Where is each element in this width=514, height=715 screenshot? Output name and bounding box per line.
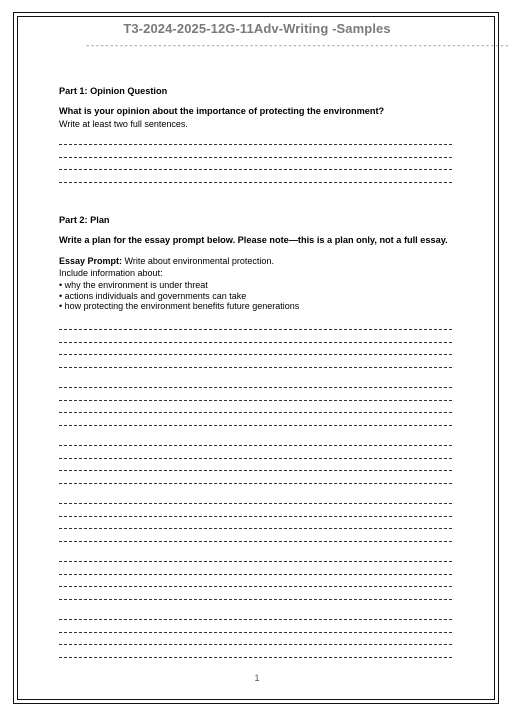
answer-line xyxy=(59,425,452,426)
answer-line xyxy=(59,599,452,600)
part1-question: What is your opinion about the importance of protecting the environment? xyxy=(59,106,385,116)
answer-line xyxy=(59,586,452,587)
answer-line xyxy=(59,483,452,484)
answer-line xyxy=(59,657,452,658)
answer-line xyxy=(59,182,452,183)
answer-line xyxy=(59,632,452,633)
answer-line xyxy=(59,445,452,446)
answer-line xyxy=(59,528,452,529)
part2-instruction: Write a plan for the essay prompt below. Please note—this is a plan only, not a full essay. xyxy=(59,235,448,245)
answer-line xyxy=(59,458,452,459)
part1-heading: Part 1: Opinion Question xyxy=(59,86,168,96)
answer-line xyxy=(59,574,452,575)
part2-heading: Part 2: Plan xyxy=(59,215,110,225)
answer-line xyxy=(59,619,452,620)
part1-instruction: Write at least two full sentences. xyxy=(59,119,188,129)
answer-line xyxy=(59,157,452,158)
answer-line xyxy=(59,412,452,413)
essay-prompt xyxy=(59,256,274,267)
answer-line xyxy=(59,367,452,368)
answer-line xyxy=(59,561,452,562)
essay-prompt-text: Write about environmental protection. xyxy=(122,256,274,266)
answer-line xyxy=(59,470,452,471)
bullet-item: • how protecting the environment benefits future generations xyxy=(59,301,300,311)
answer-line xyxy=(59,541,452,542)
answer-line xyxy=(59,169,452,170)
answer-line xyxy=(59,387,452,388)
answer-line xyxy=(59,329,452,330)
bullet-item: • why the environment is under threat xyxy=(59,280,208,290)
include-label: Include information about: xyxy=(59,268,163,278)
answer-line xyxy=(59,354,452,355)
title-underline: ---------------------------------------------------------------------------------------- xyxy=(85,41,510,51)
answer-line xyxy=(59,400,452,401)
answer-line xyxy=(59,516,452,517)
answer-line xyxy=(59,503,452,504)
answer-line xyxy=(59,342,452,343)
include-bullet-list xyxy=(59,280,299,312)
page-number: 1 xyxy=(254,673,260,683)
answer-line xyxy=(59,144,452,145)
document-title: T3-2024-2025-12G-11Adv-Writing -Samples xyxy=(123,21,391,36)
answer-line xyxy=(59,644,452,645)
bullet-item: • actions individuals and governments can take xyxy=(59,290,247,301)
essay-prompt-label: Essay Prompt: xyxy=(59,256,123,266)
